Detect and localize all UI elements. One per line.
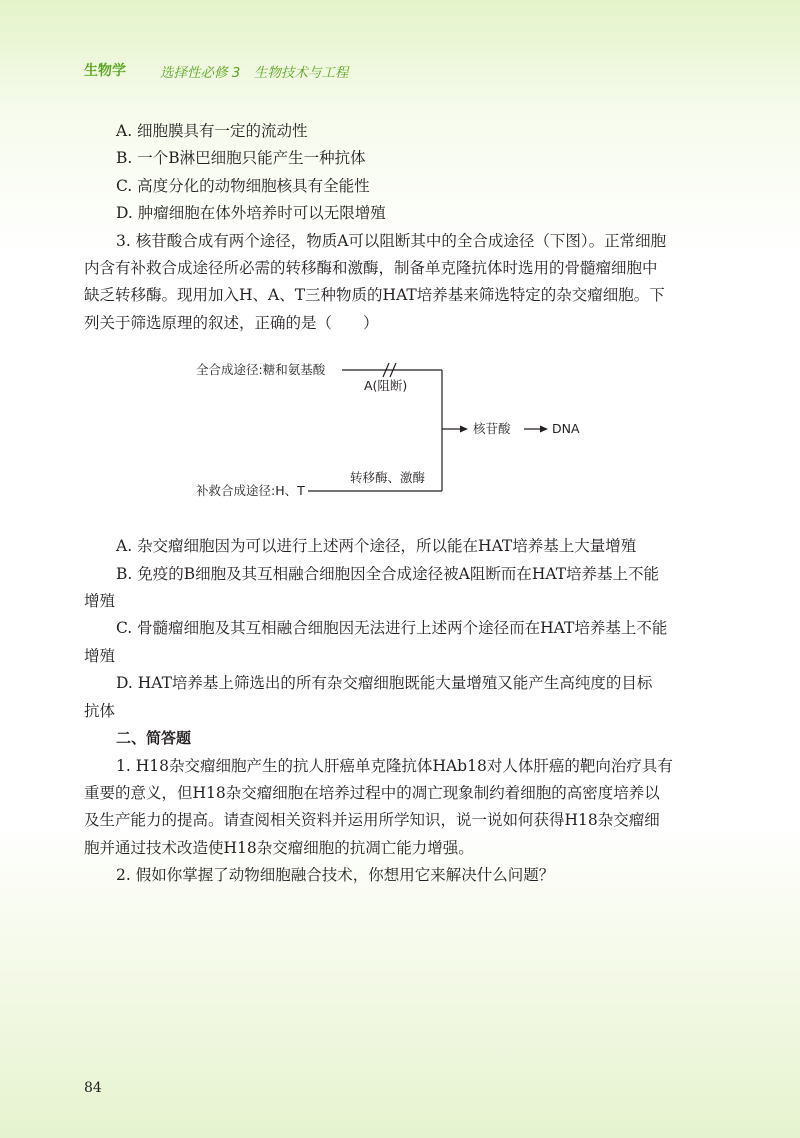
pathway-diagram: [190, 355, 610, 505]
sa1-line: 及生产能力的提高。请查阅相关资料并运用所学知识，说一说如何获得H18杂交瘤细: [84, 811, 660, 830]
q2-option-b: B. 一个B淋巴细胞只能产生一种抗体: [116, 149, 366, 168]
q3-option-c-cont: 增殖: [84, 646, 116, 665]
q3-option-c: C. 骨髓瘤细胞及其互相融合细胞因无法进行上述两个途径而在HAT培养基上不能: [116, 619, 668, 638]
section-heading: 二、简答题: [116, 729, 192, 748]
q3-option-b: B. 免疫的B细胞及其互相融合细胞因全合成途径被A阻断而在HAT培养基上不能: [116, 564, 660, 583]
enzymes-label: 转移酶、激酶: [350, 470, 426, 485]
q2-option-a: A. 细胞膜具有一定的流动性: [116, 122, 308, 140]
sa2-line: 2. 假如你掌握了动物细胞融合技术，你想用它来解决什么问题？: [116, 866, 555, 885]
q3-stem-line: 列关于筛选原理的叙述，正确的是（ ）: [84, 313, 379, 332]
q2-option-d: D. 肿瘤细胞在体外培养时可以无限增殖: [116, 204, 386, 223]
subject-title: 生物学: [84, 63, 126, 79]
q3-option-d-cont: 抗体: [84, 701, 116, 720]
q3-option-d: D. HAT培养基上筛选出的所有杂交瘤细胞既能大量增殖又能产生高纯度的目标: [116, 674, 653, 693]
q3-stem-line: 内含有补救合成途径所必需的转移酶和激酶，制备单克隆抗体时选用的骨髓瘤细胞中: [84, 259, 658, 278]
pathway-svg: [190, 355, 610, 505]
q2-option-c: C. 高度分化的动物细胞核具有全能性: [116, 176, 370, 195]
arrow-head: [460, 426, 468, 433]
q3-stem-line: 缺乏转移酶。现用加入H、A、T三种物质的HAT培养基来筛选特定的杂交瘤细胞。下: [84, 286, 665, 305]
nucleotide-label: 核苷酸: [473, 421, 511, 436]
sa1-line: 重要的意义，但H18杂交瘤细胞在培养过程中的凋亡现象制约着细胞的高密度培养以: [84, 783, 660, 802]
block-label: A(阻断): [364, 378, 408, 393]
q3-stem-line: 3. 核苷酸合成有两个途径，物质A可以阻断其中的全合成途径（下图）。正常细胞: [116, 231, 667, 250]
q3-option-a: A. 杂交瘤细胞因为可以进行上述两个途径，所以能在HAT培养基上大量增殖: [116, 537, 637, 556]
sa1-line: 胞并通过技术改造使H18杂交瘤细胞的抗凋亡能力增强。: [84, 838, 474, 857]
page-number: 84: [84, 1080, 102, 1096]
book-title: 选择性必修 3 生物技术与工程: [160, 65, 349, 81]
salvage-label: 补救合成途径:H、T: [196, 483, 305, 498]
sa1-line: 1. H18杂交瘤细胞产生的抗人肝癌单克隆抗体HAb18对人体肝癌的靶向治疗具有: [116, 756, 673, 775]
arrow-head: [540, 426, 548, 433]
dna-label: DNA: [552, 421, 580, 436]
full-synthesis-label: 全合成途径:糖和氨基酸: [196, 362, 326, 377]
q3-option-b-cont: 增殖: [84, 592, 116, 611]
